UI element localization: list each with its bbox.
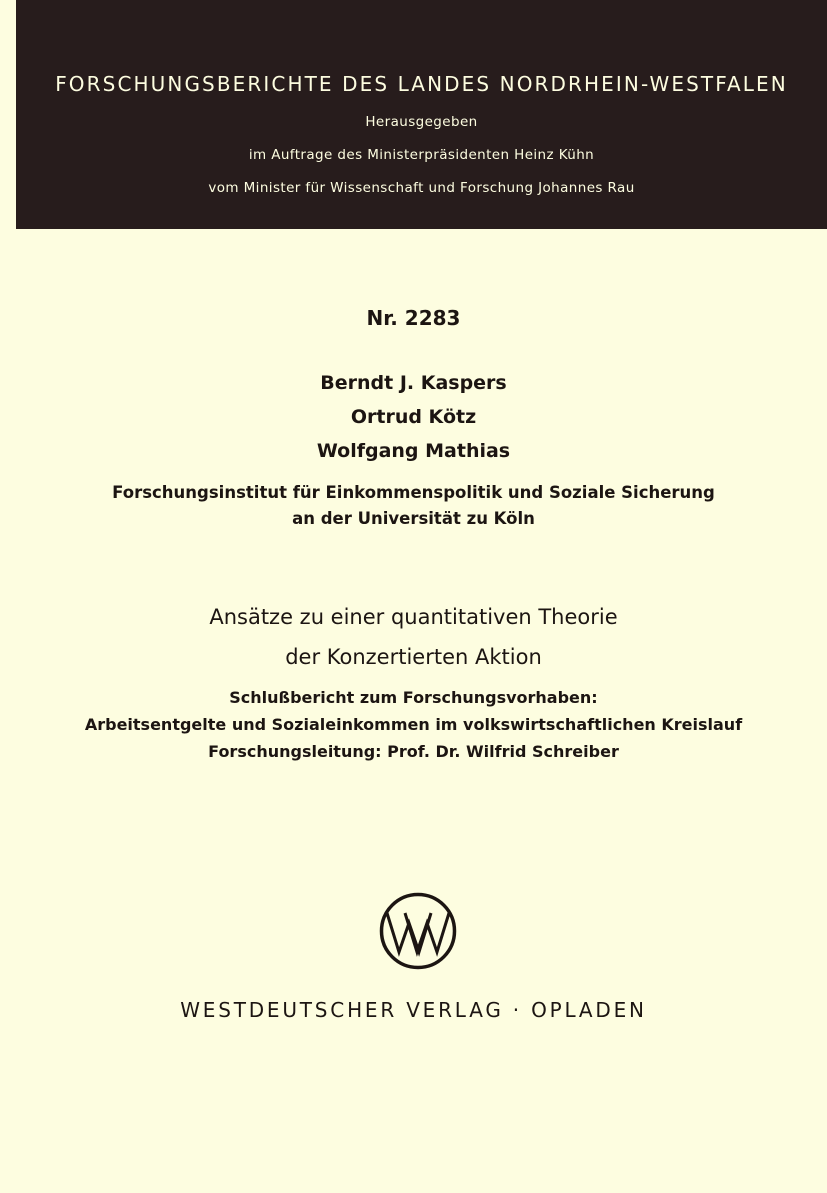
header-minister: vom Minister für Wissenschaft und Forschung Johannes Rau: [208, 180, 635, 196]
series-title: FORSCHUNGSBERICHTE DES LANDES NORDRHEIN-WESTFALEN: [55, 72, 788, 96]
institution-line-2: an der Universität zu Köln: [292, 509, 535, 528]
subtitle-line-3: Forschungsleitung: Prof. Dr. Wilfrid Schreiber: [208, 742, 619, 761]
publisher-imprint: WESTDEUTSCHER VERLAG · OPLADEN: [180, 998, 647, 1022]
ww-publisher-logo-icon: [378, 891, 458, 971]
author-2: Ortrud Kötz: [350, 406, 477, 428]
series-header-band: [16, 0, 827, 229]
book-title-line-1: Ansätze zu einer quantitativen Theorie: [209, 605, 618, 629]
subtitle-line-1: Schlußbericht zum Forschungsvorhaben:: [229, 688, 598, 707]
header-issued-by: Herausgegeben: [365, 114, 478, 130]
book-title-line-2: der Konzertierten Aktion: [285, 645, 542, 669]
institution-line-1: Forschungsinstitut für Einkommenspolitik und Soziale Sicherung: [112, 483, 715, 502]
report-number: Nr. 2283: [366, 306, 461, 330]
author-3: Wolfgang Mathias: [316, 440, 511, 462]
subtitle-line-2: Arbeitsentgelte und Sozialeinkommen im volkswirtschaftlichen Kreislauf: [84, 715, 743, 734]
header-commissioned-by: im Auftrage des Ministerpräsidenten Heinz Kühn: [248, 147, 595, 163]
author-1: Berndt J. Kaspers: [320, 372, 507, 394]
